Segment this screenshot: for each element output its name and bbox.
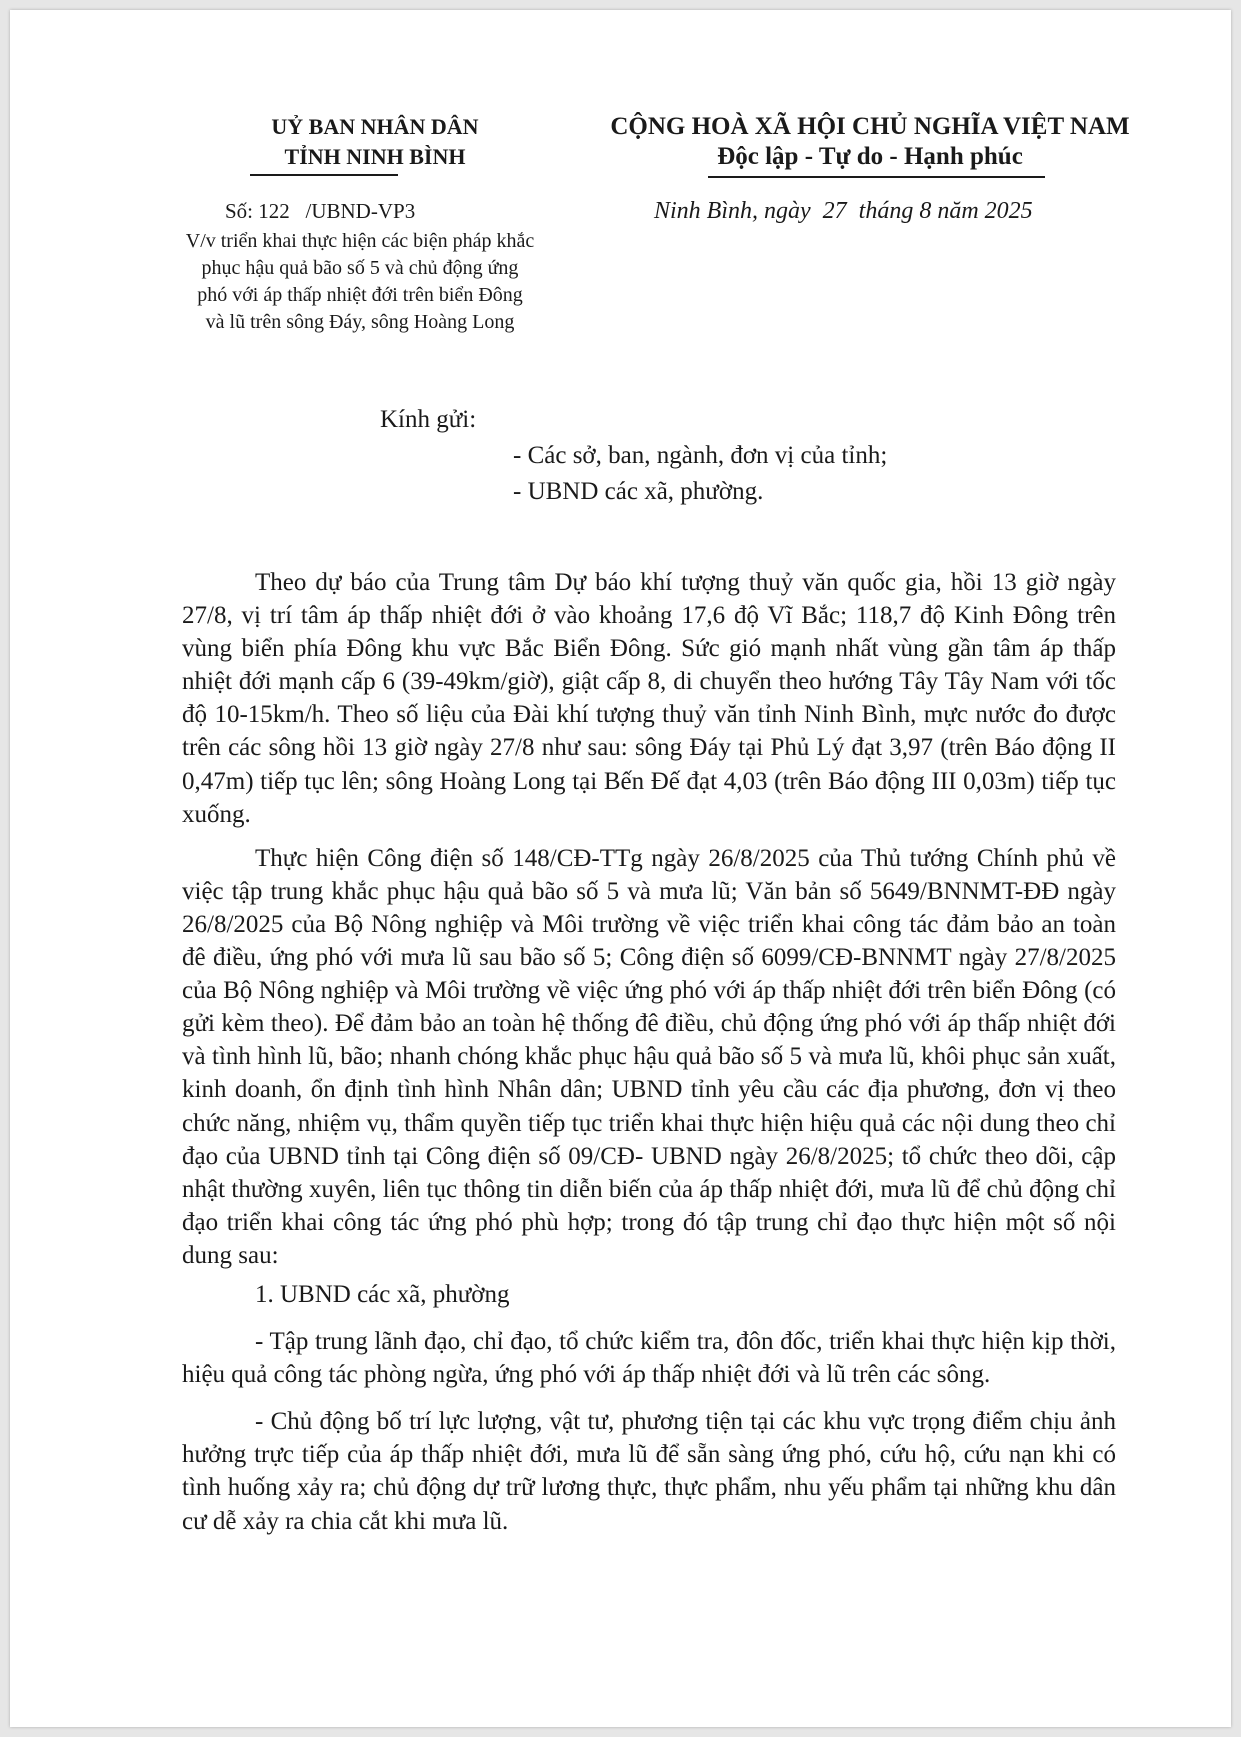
national-motto: Độc lập - Tự do - Hạnh phúc (717, 143, 1023, 170)
document-subject (130, 228, 590, 336)
authority-line-2: TỈNH NINH BÌNH (284, 144, 466, 169)
authority-underline (250, 174, 398, 176)
subject-line: phó với áp thấp nhiệt đới trên biển Đông (197, 284, 523, 306)
national-title-line-1: CỘNG HOÀ XÃ HỘI CHỦ NGHĨA VIỆT NAM (610, 113, 1130, 140)
recipient-item: - Các sở, ban, ngành, đơn vị của tỉnh; (513, 442, 888, 469)
body-paragraph: Thực hiện Công điện số 148/CĐ-TTg ngày 26/8/2025 của Thủ tướng Chính phủ về việc tập trung khắc phục hậu quả bão số 5 và mưa lũ; Văn bản số 5649/BNNMT-ĐĐ ngày 26/8/2025 của Bộ Nông nghiệp và Môi trường về việc triển khai công tác đảm bảo an toàn đê điều, ứng phó với mưa lũ sau bão số 5; Công điện số 6099/CĐ-BNNMT ngày 27/8/2025 của Bộ Nông nghiệp và Môi trường về việc ứng phó với áp thấp nhiệt đới trên biển Đông (có gửi kèm theo). Để đảm bảo an toàn hệ thống đê điều, chủ động ứng phó với áp thấp nhiệt đới và tình hình lũ, bão; nhanh chóng khắc phục hậu quả bão số 5 và mưa lũ, khôi phục sản xuất, kinh doanh, ổn định tình hình Nhân dân; UBND tỉnh yêu cầu các địa phương, đơn vị theo chức năng, nhiệm vụ, thẩm quyền tiếp tục triển khai thực hiện hiệu quả các nội dung theo chỉ đạo của UBND tỉnh tại Công điện số 09/CĐ- UBND ngày 26/8/2025; tổ chức theo dõi, cập nhật thường xuyên, liên tục thông tin diễn biến của áp thấp nhiệt đới, mưa lũ để chủ động chỉ đạo triển khai công tác ứng phó phù hợp; trong đó tập trung chỉ đạo thực hiện một số nội dung sau: (182, 844, 1116, 1269)
salutation: Kính gửi: (380, 406, 477, 433)
recipients-list (513, 438, 887, 510)
document-body (182, 566, 1116, 1538)
motto-underline (708, 176, 1045, 178)
body-paragraph: Theo dự báo của Trung tâm Dự báo khí tượng thuỷ văn quốc gia, hồi 13 giờ ngày 27/8, vị trí tâm áp thấp nhiệt đới ở vào khoảng 17,6 độ Vĩ Bắc; 118,7 độ Kinh Đông trên vùng biển phía Đông khu vực Bắc Biển Đông. Sức gió mạnh nhất vùng gần tâm áp thấp nhiệt đới mạnh cấp 6 (39-49km/giờ), giật cấp 8, di chuyển theo hướng Tây Tây Nam với tốc độ 10-15km/h. Theo số liệu của Đài khí tượng thuỷ văn tỉnh Ninh Bình, mực nước đo được trên các sông hồi 13 giờ ngày 27/8 như sau: sông Đáy tại Phủ Lý đạt 3,97 (trên Báo động II 0,47m) tiếp tục lên; sông Hoàng Long tại Bến Đế đạt 4,03 (trên Báo động III 0,03m) tiếp tục xuống. (182, 569, 1116, 828)
document-date: Ninh Bình, ngày 27 tháng 8 năm 2025 (654, 198, 1033, 224)
subject-line: V/v triển khai thực hiện các biện pháp khắc (185, 230, 535, 252)
document-number: Số: 122 /UBND-VP3 (225, 199, 416, 223)
issuing-authority (160, 112, 590, 172)
body-paragraph: - Chủ động bố trí lực lượng, vật tư, phương tiện tại các khu vực trọng điểm chịu ảnh hưởng trực tiếp của áp thấp nhiệt đới, mưa lũ để sẵn sàng ứng phó, cứu hộ, cứu nạn khi có tình huống xảy ra; chủ động dự trữ lương thực, thực phẩm, nhu yếu phẩm tại những khu dân cư dễ xảy ra chia cắt khi mưa lũ. (182, 1408, 1116, 1535)
body-paragraph: - Tập trung lãnh đạo, chỉ đạo, tổ chức kiểm tra, đôn đốc, triển khai thực hiện kịp thời, hiệu quả công tác phòng ngừa, ứng phó với áp thấp nhiệt đới và lũ trên các sông. (182, 1328, 1116, 1389)
national-title (590, 112, 1150, 172)
authority-line-1: UỶ BAN NHÂN DÂN (271, 114, 479, 139)
subject-line: và lũ trên sông Đáy, sông Hoàng Long (205, 311, 515, 333)
recipient-item: - UBND các xã, phường. (513, 478, 764, 505)
subject-line: phục hậu quả bão số 5 và chủ động ứng (201, 257, 519, 279)
section-heading: 1. UBND các xã, phường (255, 1280, 510, 1308)
